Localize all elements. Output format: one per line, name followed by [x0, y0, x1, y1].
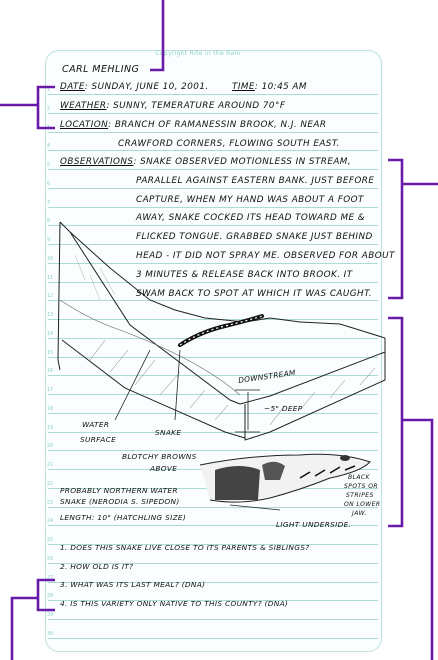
line-number: 10	[47, 255, 54, 262]
line-number: 1	[47, 87, 51, 93]
snake-label: SNAKE	[155, 428, 182, 437]
line-number: 24	[47, 518, 54, 525]
line-number: 20	[47, 443, 54, 450]
author-name: CARL MEHLING	[62, 64, 140, 75]
black-spots-label-3: STRIPES	[346, 492, 374, 499]
observations-text-7: 3 MINUTES & RELEASE BACK INTO BROOK. IT	[136, 270, 353, 280]
depth-label: ~5" DEEP	[264, 404, 303, 413]
line-number: 28	[47, 593, 54, 600]
line-number: 19	[47, 424, 54, 431]
line-number: 4	[47, 143, 51, 150]
line-number: 12	[47, 293, 54, 300]
question-4: 4. IS THIS VARIETY ONLY NATIVE TO THIS COUNTY? (DNA)	[60, 599, 289, 608]
question-2: 2. HOW OLD IS IT?	[60, 562, 134, 571]
stream-left-edge	[58, 222, 60, 370]
line-number: 22	[47, 480, 54, 487]
location-line-2: CRAWFORD CORNERS, FLOWING SOUTH EAST.	[118, 139, 340, 149]
bracket-header	[0, 87, 55, 128]
black-spots-label-1: BLACK	[348, 474, 370, 481]
location-value-1: : BRANCH OF RAMANESSIN BROOK, N.J. NEAR	[108, 120, 327, 130]
stream-side-face	[245, 352, 385, 440]
observations-text-1: : SNAKE OBSERVED MOTIONLESS IN STREAM,	[133, 157, 352, 167]
downstream-label: DOWNSTREAM	[237, 368, 297, 385]
snake-eye	[340, 455, 350, 461]
line-number: 9	[47, 237, 51, 243]
bracket-observations	[388, 160, 438, 298]
bracket-sketch	[388, 318, 432, 660]
black-spots-label-5: JAW.	[352, 510, 367, 517]
bracket-name	[150, 0, 163, 70]
line-number: 21	[47, 462, 54, 468]
observations-text-2: PARALLEL AGAINST EASTERN BANK. JUST BEFORE	[136, 176, 375, 186]
notebook-brand-text: Copyright Rite in the Rain	[155, 50, 241, 57]
water-surface-label-2: SURFACE	[80, 435, 117, 444]
line-number: 23	[47, 499, 54, 506]
line-number: 16	[47, 368, 54, 375]
location-label: LOCATION	[60, 120, 109, 130]
line-number: 8	[47, 218, 51, 225]
observations-text-5: FLICKED TONGUE. GRABBED SNAKE JUST BEHIND	[136, 232, 373, 242]
stream-front-top-edge	[70, 232, 240, 404]
line-number: 2	[47, 105, 51, 112]
species-id-line-2: SNAKE (NERODIA S. SIPEDON)	[60, 497, 180, 506]
depth-marker	[235, 390, 260, 432]
observations-text-3: CAPTURE, WHEN MY HAND WAS ABOUT A FOOT	[136, 195, 364, 205]
stream-block-drawing	[58, 222, 385, 440]
line-number: 14	[47, 330, 54, 337]
line-number: 27	[47, 574, 54, 581]
line-number: 26	[47, 555, 54, 562]
length-line: LENGTH: 10" (HATCHLING SIZE)	[60, 513, 187, 522]
weather-label: WEATHER	[60, 101, 107, 111]
light-underside-label: LIGHT UNDERSIDE.	[276, 520, 352, 529]
line-number: 30	[47, 630, 54, 637]
line-number: 3	[47, 124, 51, 131]
species-id-line-1: PROBABLY NORTHERN WATER	[60, 486, 178, 495]
underside-arrow	[230, 505, 280, 510]
blotchy-browns-label-1: BLOTCHY BROWNS	[122, 452, 197, 461]
weather-value: : SUNNY, TEMERATURE AROUND 70°F	[106, 101, 286, 111]
observations-label: OBSERVATIONS	[60, 157, 134, 167]
observations-text-8: SWAM BACK TO SPOT AT WHICH IT WAS CAUGHT.	[136, 289, 373, 299]
bracket-questions	[12, 580, 55, 660]
question-1: 1. DOES THIS SNAKE LIVE CLOSE TO ITS PARENTS & SIBLINGS?	[60, 543, 310, 552]
water-surface-line-left	[60, 300, 120, 330]
line-number: 11	[47, 274, 54, 281]
snake-in-stream	[180, 316, 262, 345]
blotchy-browns-label-2: ABOVE	[150, 464, 178, 473]
line-number: 13	[47, 312, 54, 318]
stream-top-back-edge	[60, 222, 385, 338]
line-number: 15	[47, 349, 54, 356]
time-label: TIME	[232, 82, 255, 92]
stream-hatching	[90, 340, 375, 425]
line-number: 29	[47, 612, 54, 618]
line-number: 17	[47, 387, 54, 393]
water-surface-label-1: WATER	[82, 420, 110, 429]
line-number: 5	[47, 162, 51, 168]
date-value: : SUNDAY, JUNE 10, 2001.	[84, 82, 209, 92]
black-spots-label-4: ON LOWER	[344, 501, 381, 508]
blotch-marking-1	[215, 466, 260, 500]
line-number: 18	[47, 405, 54, 412]
date-label: DATE	[60, 82, 85, 92]
question-3: 3. WHAT WAS ITS LAST MEAL? (DNA)	[60, 580, 206, 589]
line-number: 25	[47, 537, 54, 543]
line-number: 6	[47, 180, 51, 187]
black-spots-label-2: SPOTS OR	[344, 483, 379, 490]
observations-text-6-value: HEAD - IT DID NOT SPRAY ME. OBSERVED FOR ABOUT	[136, 251, 395, 261]
stream-front-right-edge	[237, 338, 385, 404]
observations-text-4: AWAY, SNAKE COCKED ITS HEAD TOWARD ME &	[136, 213, 366, 223]
time-value: : 10:45 AM	[254, 82, 307, 92]
line-number: 7	[47, 199, 51, 206]
